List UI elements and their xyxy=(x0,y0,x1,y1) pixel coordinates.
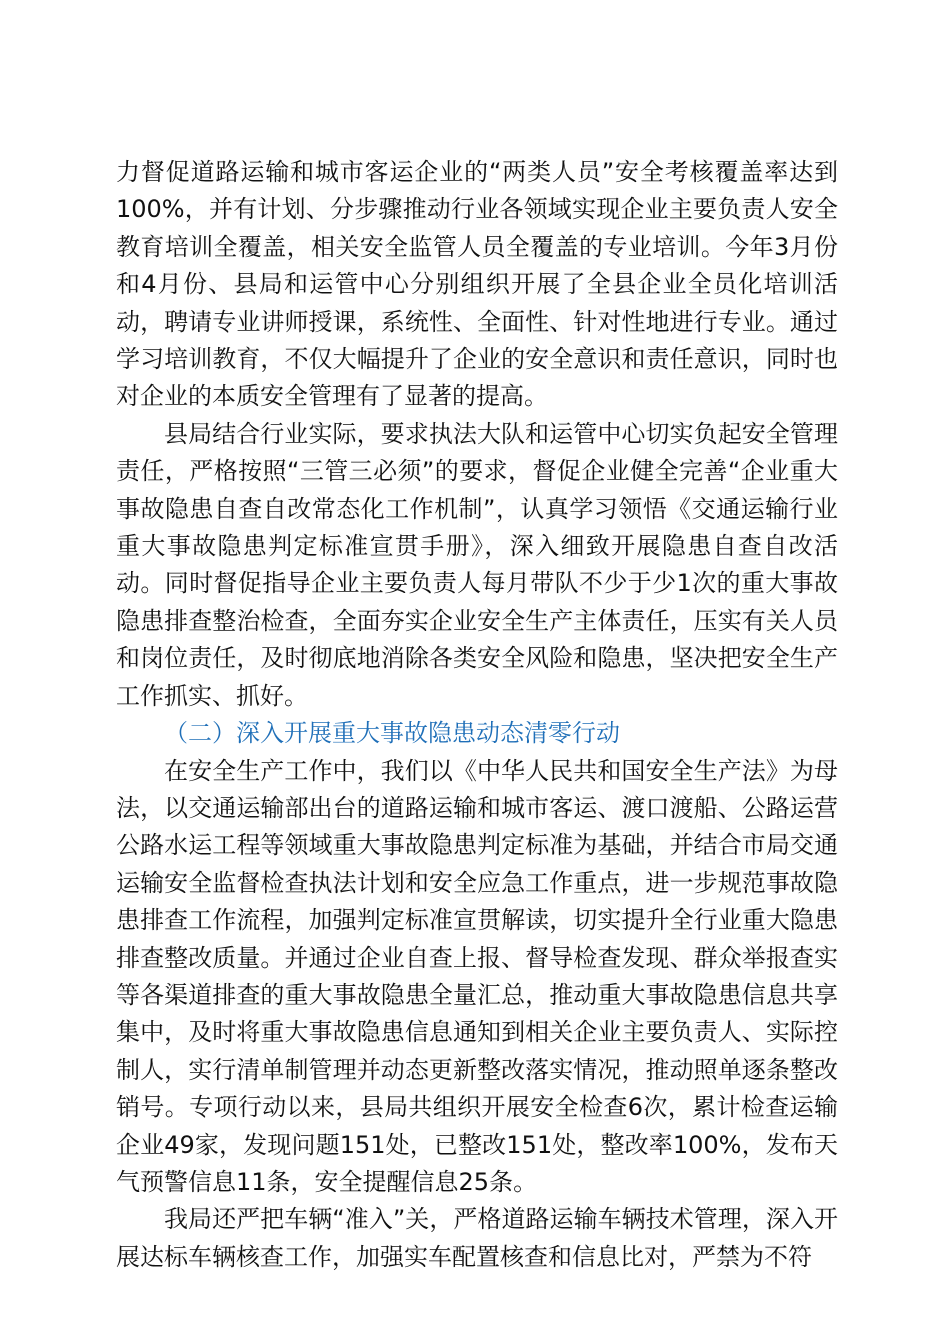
paragraph-safety-production-work: 在安全生产工作中，我们以《中华人民共和国安全生产法》为母法，以交通运输部出台的道路运输和城市客运、渡口渡船、公路运营公路水运工程等领域重大事故隐患判定标准为基础，并结合市局交通运输安全监督检查执法计划和安全应急工作重点，进一步规范事故隐患排查工作流程，加强判定标准宣贯解读，切实提升全行业重大隐患排查整改质量。并通过企业自查上报、督导检查发现、群众举报查实等各渠道排查的重大事故隐患全量汇总，推动重大事故隐患信息共享集中，及时将重大事故隐患信息通知到相关企业主要负责人、实际控制人，实行清单制管理并动态更新整改落实情况，推动照单逐条整改销号。专项行动以来，县局共组织开展安全检查6次，累计检查运输企业49家，发现问题151处，已整改151处，整改率100%，发布天气预警信息11条，安全提醒信息25条。 xyxy=(116,756,838,1196)
section-heading-hazard-clearing: （二）深入开展重大事故隐患动态清零行动 xyxy=(164,719,620,748)
paragraph-county-bureau-responsibility: 县局结合行业实际，要求执法大队和运管中心切实负起安全管理责任，严格按照“三管三必须”的要求，督促企业健全完善“企业重大事故隐患自查自改常态化工作机制”，认真学习领悟《交通运输行业重大事故隐患判定标准宣贯手册》，深入细致开展隐患自查自改活动。同时督促指导企业主要负责人每月带队不少于少1次的重大事故隐患排查整治检查，全面夯实企业安全生产主体责任，压实有关人员和岗位责任，及时彻底地消除各类安全风险和隐患，坚决把安全生产工作抓实、抓好。 xyxy=(116,419,838,710)
document-body xyxy=(116,154,838,1276)
paragraph-training-coverage: 力督促道路运输和城市客运企业的“两类人员”安全考核覆盖率达到100%，并有计划、分步骤推动行业各领域实现企业主要负责人安全教育培训全覆盖，相关安全监管人员全覆盖的专业培训。今年3月份和4月份、县局和运管中心分别组织开展了全县企业全员化培训活动，聘请专业讲师授课，系统性、全面性、针对性地进行专业。通过学习培训教育，不仅大幅提升了企业的安全意识和责任意识，同时也对企业的本质安全管理有了显著的提高。 xyxy=(116,158,838,411)
paragraph-vehicle-access: 我局还严把车辆“准入”关，严格道路运输车辆技术管理，深入开展达标车辆核查工作，加强实车配置核查和信息比对，严禁为不符 xyxy=(116,1205,838,1271)
